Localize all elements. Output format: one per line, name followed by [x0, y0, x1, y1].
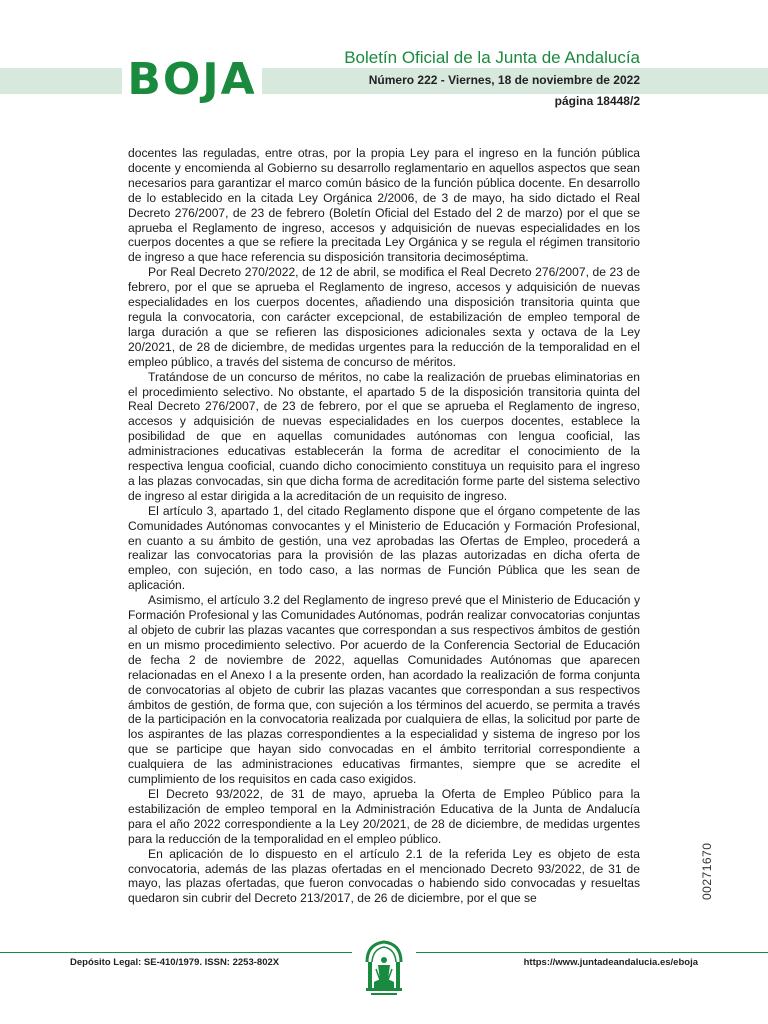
paragraph: Asimismo, el artículo 3.2 del Reglamento de ingreso prevé que el Ministerio de Educación y Formación Profesional y las Comunidades Autónomas, podrán realizar convocatorias conjuntas al objeto de cubrir las plazas vacantes que correspondan a sus respectivos ámbitos de gestión en un mismo procedimiento selectivo. Por acuerdo de la Conferencia Sectorial de Educación de fecha 2 de noviembre de 2022, aquellas Comunidades Autónomas que aparecen relacionadas en el Anexo I a la presente orden, han acordado la realización de forma conjunta de convocatorias al objeto de cubrir las plazas vacantes que correspondan a sus respectivos ámbitos de gestión, de forma que, con sujeción a los términos del acuerdo, se permita a través de la participación en la convocatoria realizada por cualquiera de ellas, la solicitud por parte de los aspirantes de las plazas correspondientes a la especialidad y sistema de ingreso por los que se participe que hayan sido convocadas en el ámbito territorial correspondiente a cualquiera de las administraciones educativas firmantes, siempre que se acredite el cumplimiento de los requisitos en cada caso exigidos.	[128, 593, 640, 787]
issue-line: Número 222 - Viernes, 18 de noviembre de 2022	[368, 73, 640, 87]
paragraph: docentes las reguladas, entre otras, por la propia Ley para el ingreso en la función pública docente y encomienda al Gobierno su desarrollo reglamentario en aquellos aspectos que sean necesarios para garantizar el marco común básico de la función pública docente. En desarrollo de lo establecido en la citada Ley Orgánica 2/2006, de 3 de mayo, ha sido dictado el Real Decreto 276/2007, de 23 de febrero (Boletín Oficial del Estado del 2 de marzo) por el que se aprueba el Reglamento de ingreso, accesos y adquisición de nuevas especialidades en los cuerpos docentes a que se refiere la precitada Ley Orgánica y se regula el régimen transitorio de ingreso a que hace referencia su disposición transitoria decimoséptima.	[128, 146, 640, 265]
paragraph: Por Real Decreto 270/2022, de 12 de abril, se modifica el Real Decreto 276/2007, de 23 de febrero, por el que se aprueba el Reglamento de ingreso, accesos y adquisición de nuevas especialidades en los cuerpos docentes, añadiendo una disposición transitoria quinta que regula la convocatoria, con carácter excepcional, de estabilización de empleo temporal de larga duración a que se refieren las disposiciones adicionales sexta y octava de la Ley 20/2021, de 28 de diciembre, de medidas urgentes para la reducción de la temporalidad en el empleo público, a través del sistema de concurso de méritos.	[128, 265, 640, 369]
paragraph: Tratándose de un concurso de méritos, no cabe la realización de pruebas eliminatorias en el procedimiento selectivo. No obstante, el apartado 5 de la disposición transitoria quinta del Real Decreto 276/2007, de 23 de febrero, por el que se aprueba el Reglamento de ingreso, accesos y adquisición de nuevas especialidades en los cuerpos docentes, establece la posibilidad de que en aquellas comunidades autónomas con lengua cooficial, las administraciones educativas establecerán la forma de acreditar el conocimiento de la respectiva lengua cooficial, cuando dicho conocimiento constituya un requisito para el ingreso a las plazas convocadas, sin que dicha forma de acreditación forme parte del sistema selectivo de ingreso al estar dirigida a la acreditación de un requisito de ingreso.	[128, 369, 640, 503]
page-number: página 18448/2	[554, 94, 640, 108]
bulletin-title: Boletín Oficial de la Junta de Andalucía	[344, 48, 640, 67]
document-code: 00271670	[700, 842, 714, 900]
legal-deposit: Depósito Legal: SE-410/1979. ISSN: 2253-802X	[70, 957, 280, 968]
paragraph: El Decreto 93/2022, de 31 de mayo, aprueba la Oferta de Empleo Público para la estabilización de empleo temporal en la Administración Educativa de la Junta de Andalucía para el año 2022 correspondiente a la Ley 20/2021, de 28 de diciembre, de medidas urgentes para la reducción de la temporalidad en el empleo público.	[128, 786, 640, 846]
andalusia-emblem-icon	[359, 938, 409, 998]
footer-rule-right	[416, 952, 768, 953]
footer-rule-left	[0, 952, 352, 953]
footer-url-link[interactable]: https://www.juntadeandalucia.es/eboja	[523, 957, 698, 968]
paragraph: El artículo 3, apartado 1, del citado Reglamento dispone que el órgano competente de las Comunidades Autónomas convocantes y el Ministerio de Educación y Formación Profesional, en cuanto a su ámbito de gestión, una vez aprobadas las Ofertas de Empleo, procederá a realizar las convocatorias para la provisión de las plazas autorizadas en dicha oferta de empleo, con sujeción, en todo caso, a las normas de Función Pública que les sean de aplicación.	[128, 503, 640, 593]
document-body	[128, 146, 640, 906]
boja-logo: BOJA	[122, 56, 262, 104]
paragraph: En aplicación de lo dispuesto en el artículo 2.1 de la referida Ley es objeto de esta convocatoria, además de las plazas ofertadas en el mencionado Decreto 93/2022, de 31 de mayo, las plazas ofertadas, que fueron convocadas o habiendo sido convocadas y resueltas quedaron sin cubrir del Decreto 213/2017, de 26 de diciembre, por el que se	[128, 846, 640, 906]
